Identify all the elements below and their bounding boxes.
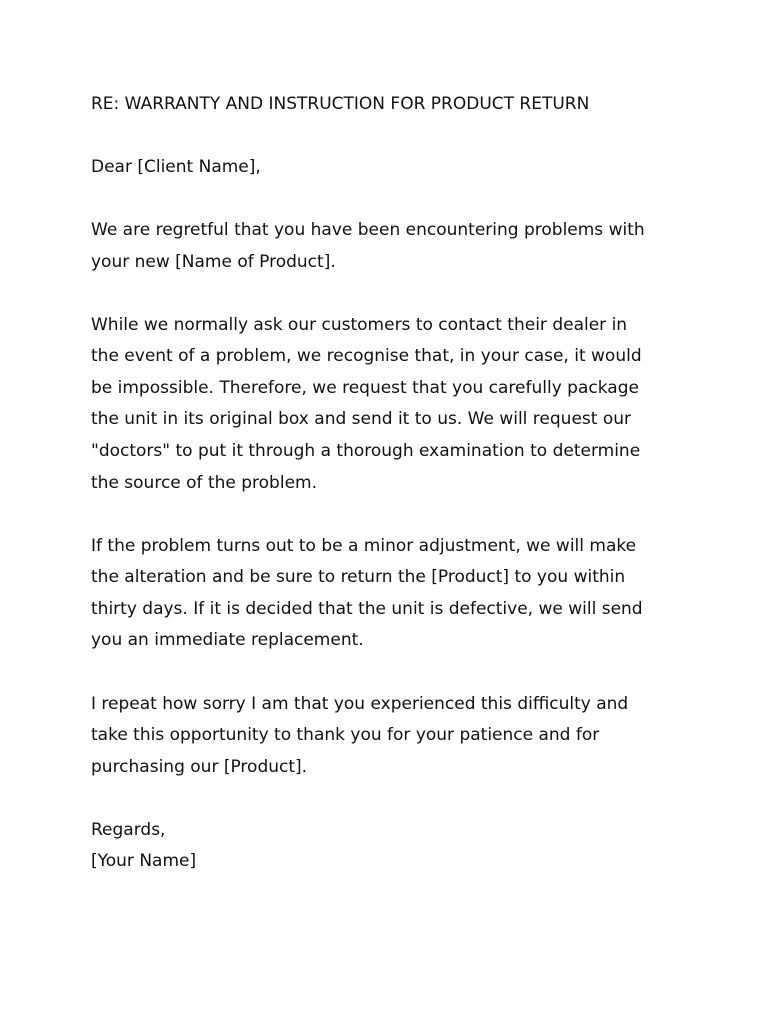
paragraph-2-line: be impossible. Therefore, we request that you carefully package bbox=[91, 378, 639, 398]
paragraph-2-line: the source of the problem. bbox=[91, 473, 317, 493]
paragraph-3-line: you an immediate replacement. bbox=[91, 630, 364, 650]
letter-salutation: Dear [Client Name], bbox=[91, 157, 261, 177]
paragraph-4-line: purchasing our [Product]. bbox=[91, 757, 308, 777]
paragraph-4-line: take this opportunity to thank you for your patience and for bbox=[91, 725, 600, 745]
paragraph-3-line: If the problem turns out to be a minor adjustment, we will make bbox=[91, 536, 637, 556]
paragraph-1-line: We are regretful that you have been encountering problems with bbox=[91, 220, 645, 240]
paragraph-3-line: the alteration and be sure to return the [Product] to you within bbox=[91, 567, 626, 587]
letter-closing: Regards, bbox=[91, 820, 166, 840]
paragraph-2-line: "doctors" to put it through a thorough examination to determine bbox=[91, 441, 641, 461]
paragraph-4-line: I repeat how sorry I am that you experienced this difficulty and bbox=[91, 694, 629, 714]
paragraph-1-line: your new [Name of Product]. bbox=[91, 252, 336, 272]
paragraph-2-line: While we normally ask our customers to contact their dealer in bbox=[91, 315, 628, 335]
letter-signature: [Your Name] bbox=[91, 851, 197, 871]
paragraph-3-line: thirty days. If it is decided that the unit is defective, we will send bbox=[91, 599, 643, 619]
letter-subject: RE: WARRANTY AND INSTRUCTION FOR PRODUCT RETURN bbox=[91, 94, 590, 114]
paragraph-2-line: the event of a problem, we recognise that, in your case, it would bbox=[91, 346, 642, 366]
paragraph-2-line: the unit in its original box and send it to us. We will request our bbox=[91, 409, 631, 429]
